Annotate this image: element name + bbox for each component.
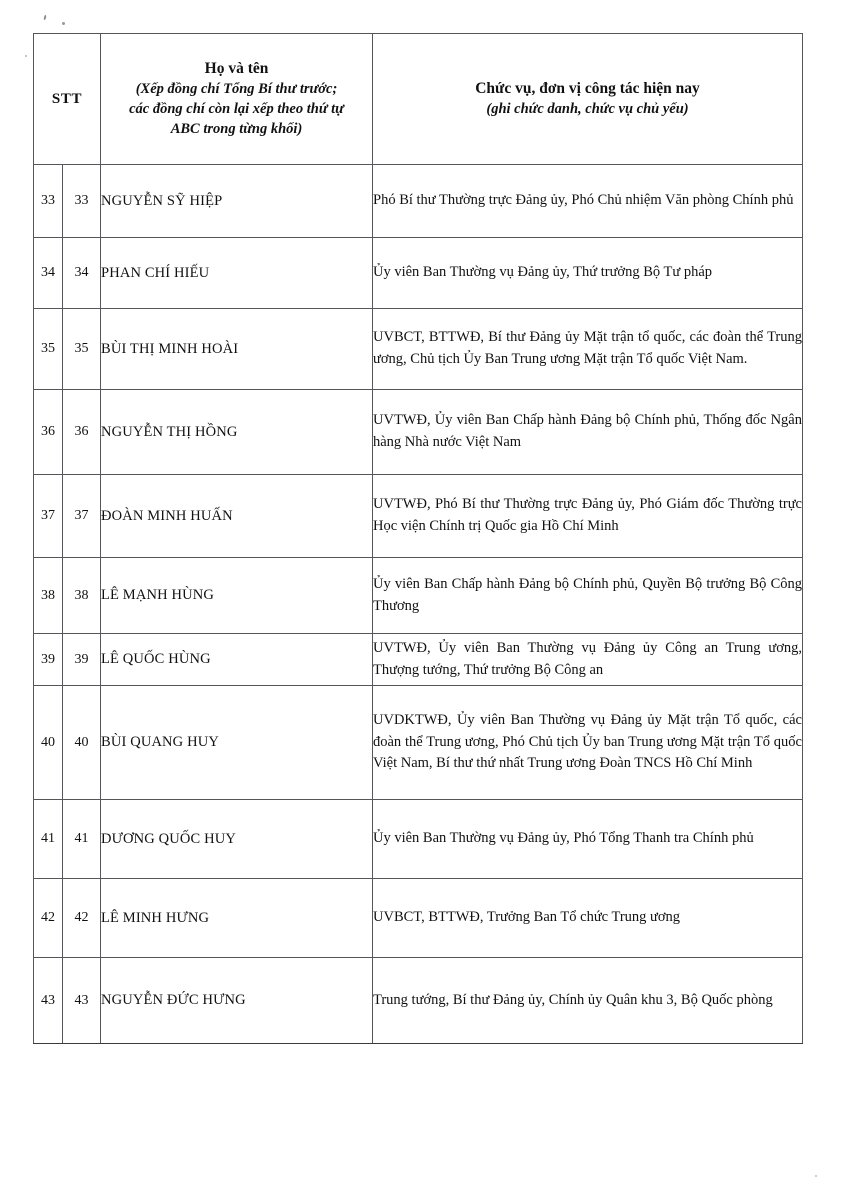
header-sublabel-name-line3: ABC trong từng khối) [170,121,303,138]
cell-position-text: Ủy viên Ban Thường vụ Đảng ủy, Thứ trưởng Bộ Tư pháp [373,264,713,281]
cell-position [373,309,803,390]
table-row [34,634,803,686]
cell-stt-secondary: 38 [63,558,101,634]
scan-artifact-speck [25,55,27,57]
cell-stt-secondary: 43 [63,958,101,1044]
cell-position [373,558,803,634]
cell-position [373,879,803,958]
header-label-position: Chức vụ, đơn vị công tác hiện nay [475,79,700,97]
cell-name: LÊ MẠNH HÙNG [101,558,373,634]
header-label-stt: STT [51,90,83,107]
table-row [34,686,803,800]
header-row [34,34,803,165]
cell-name: LÊ QUỐC HÙNG [101,634,373,686]
cell-position [373,634,803,686]
cell-position-text: UVTWĐ, Ủy viên Ban Thường vụ Đảng ủy Công an Trung ương, Thượng tướng, Thứ trưởng Bộ Công an [373,639,802,678]
header-label-name: Họ và tên [204,59,269,77]
cell-position-text: Trung tướng, Bí thư Đảng ủy, Chính ủy Quân khu 3, Bộ Quốc phòng [373,991,773,1008]
cell-position [373,238,803,309]
cell-position [373,390,803,475]
cell-name: PHAN CHÍ HIẾU [101,238,373,309]
cell-stt-secondary: 42 [63,879,101,958]
header-sublabel-name-line2: các đồng chí còn lại xếp theo thứ tự [129,101,344,118]
cell-name: BÙI QUANG HUY [101,686,373,800]
cell-stt-primary: 33 [34,165,63,238]
cell-stt-primary: 34 [34,238,63,309]
cell-stt-primary: 39 [34,634,63,686]
cell-stt-secondary: 35 [63,309,101,390]
scan-artifact-speck [43,15,46,20]
cell-position-text: UVBCT, BTTWĐ, Bí thư Đảng ủy Mặt trận tổ quốc, các đoàn thể Trung ương, Chủ tịch Ủy Ban Trung ương Mặt trận Tổ quốc Việt Nam. [373,329,802,367]
personnel-table [33,33,803,1044]
cell-name: NGUYỄN SỸ HIỆP [101,165,373,238]
cell-stt-secondary: 37 [63,475,101,558]
table-row [34,475,803,558]
cell-position-text: Ủy viên Ban Thường vụ Đảng ủy, Phó Tổng Thanh tra Chính phủ [373,830,754,847]
scan-artifact-speck [815,1175,817,1177]
table-row [34,309,803,390]
header-sublabel-name-line1: (Xếp đồng chí Tổng Bí thư trước; [135,81,338,98]
header-cell-position [373,34,803,165]
cell-stt-secondary: 40 [63,686,101,800]
cell-stt-primary: 41 [34,800,63,879]
cell-position [373,686,803,800]
cell-name: NGUYỄN ĐỨC HƯNG [101,958,373,1044]
cell-position-text: UVTWĐ, Ủy viên Ban Chấp hành Đảng bộ Chính phủ, Thống đốc Ngân hàng Nhà nước Việt Nam [373,412,802,450]
table-row [34,238,803,309]
cell-name: BÙI THỊ MINH HOÀI [101,309,373,390]
cell-stt-secondary: 36 [63,390,101,475]
scan-artifact-speck [62,22,65,25]
cell-stt-primary: 35 [34,309,63,390]
table-body [34,165,803,1044]
cell-stt-secondary: 41 [63,800,101,879]
cell-stt-primary: 36 [34,390,63,475]
table-row [34,558,803,634]
cell-stt-secondary: 34 [63,238,101,309]
cell-stt-primary: 40 [34,686,63,800]
cell-stt-secondary: 39 [63,634,101,686]
header-sublabel-name [101,79,372,139]
cell-position-text: Phó Bí thư Thường trực Đảng ủy, Phó Chủ nhiệm Văn phòng Chính phủ [373,192,794,209]
cell-name: ĐOÀN MINH HUẤN [101,475,373,558]
cell-position-text: UVBCT, BTTWĐ, Trưởng Ban Tổ chức Trung ương [373,909,681,926]
cell-position-text: UVTWĐ, Phó Bí thư Thường trực Đảng ủy, Phó Giám đốc Thường trực Học viện Chính trị Quốc gia Hồ Chí Minh [373,496,802,534]
cell-position [373,165,803,238]
table-row [34,879,803,958]
cell-stt-primary: 38 [34,558,63,634]
cell-position-text: UVDKTWĐ, Ủy viên Ban Thường vụ Đảng ủy Mặt trận Tổ quốc, các đoàn thể Trung ương, Phó Chủ tịch Ủy ban Trung ương Mặt trận Tổ quốc Việt Nam, Bí thư thứ nhất Trung ương Đoàn TNCS Hồ Chí Minh [373,711,802,772]
cell-position [373,800,803,879]
cell-position-text: Ủy viên Ban Chấp hành Đảng bộ Chính phủ, Quyền Bộ trưởng Bộ Công Thương [373,575,802,614]
cell-stt-primary: 43 [34,958,63,1044]
cell-name: NGUYỄN THỊ HỒNG [101,390,373,475]
table-row [34,390,803,475]
cell-name: DƯƠNG QUỐC HUY [101,800,373,879]
table-row [34,958,803,1044]
cell-position [373,958,803,1044]
cell-position [373,475,803,558]
table-row [34,165,803,238]
cell-stt-primary: 42 [34,879,63,958]
header-sublabel-position [373,99,802,119]
header-sublabel-position-line1: (ghi chức danh, chức vụ chủ yếu) [486,101,689,118]
header-cell-stt [34,34,101,165]
header-cell-name [101,34,373,165]
cell-name: LÊ MINH HƯNG [101,879,373,958]
cell-stt-primary: 37 [34,475,63,558]
cell-stt-secondary: 33 [63,165,101,238]
table-row [34,800,803,879]
table-header [34,34,803,165]
